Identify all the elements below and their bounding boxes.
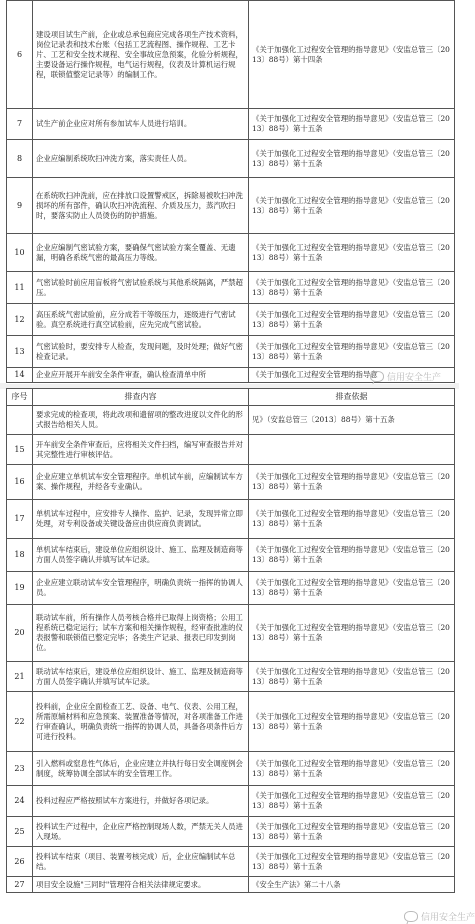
check-content: 企业应开展开车前安全条件审查，确认检查清单中所 xyxy=(33,368,249,383)
check-basis: 《关于加强化工过程安全管理的指导意见》（安监总管三〔2013〕88号）第十五条 xyxy=(249,847,455,877)
check-basis: 《关于加强化工过程安全管理的指导意见》（安监总管三〔2013〕88号）第十四条 xyxy=(249,1,455,109)
row-number: 17 xyxy=(7,500,33,539)
check-basis: 《关于加强化工过程安全管理的指导意见》（安监总管三〔2013〕88号）第十五条 xyxy=(249,500,455,539)
check-basis: 《关于加强化工过程安全管理的指导意见》（安监总管三〔2013〕88号）第十五条 xyxy=(249,178,455,234)
table-row xyxy=(7,877,455,893)
row-number: 10 xyxy=(7,234,33,272)
row-number: 19 xyxy=(7,572,33,605)
row-number: 24 xyxy=(7,786,33,817)
check-basis: 《关于加强化工过程安全管理的指导意 xyxy=(249,368,455,383)
table-row xyxy=(7,605,455,662)
header-no: 序号 xyxy=(7,389,33,406)
table-row xyxy=(7,406,455,435)
check-basis: 《关于加强化工过程安全管理的指导意见》（安监总管三〔2013〕88号）第十五条 xyxy=(249,692,455,752)
check-content: 建设项目试生产前，企业或总承包商应完成各项生产技术资料，岗位记录表和技术台账（包括工艺流程图、操作规程、工艺卡片、工艺和安全技术规程、安全事故应急预案，化验分析规程，主要设备运行操作规程，电气运行规程，仪表及计算机运行规程，联锁值整定记录等）的编制工作。 xyxy=(33,1,249,109)
check-content: 项目安全设施"三同时"管理符合相关法律规定要求。 xyxy=(33,877,249,893)
check-content: 单机试车过程中，应安排专人操作、监护、记录，发现异常立即处理，对专利设备或关键设备应由供应商负责调试。 xyxy=(33,500,249,539)
check-content: 气密试验时，要安排专人检查，发现问题，及时处理；做好气密检查记录。 xyxy=(33,336,249,368)
check-basis: 《关于加强化工过程安全管理的指导意见》（安监总管三〔2013〕88号）第十五条 xyxy=(249,572,455,605)
table-row xyxy=(7,817,455,847)
header-row xyxy=(7,389,455,406)
check-content: 联动试车结束后，建设单位应组织设计、施工、监理及制造商等方面人员签字确认并填写试车记录。 xyxy=(33,662,249,692)
check-content: 投料过程应严格按照试车方案进行，并做好各项记录。 xyxy=(33,786,249,817)
check-basis: 《关于加强化工过程安全管理的指导意见》（安监总管三〔2013〕88号）第十五条 xyxy=(249,752,455,786)
row-number xyxy=(7,406,33,435)
row-number: 11 xyxy=(7,272,33,304)
table-row xyxy=(7,786,455,817)
check-content: 单机试车结束后，建设单位应组织设计、施工、监理及制造商等方面人员签字确认并填写试车记录。 xyxy=(33,539,249,572)
table-row xyxy=(7,752,455,786)
table-page-2 xyxy=(6,388,475,923)
check-basis: 《安全生产法》第二十八条 xyxy=(249,877,455,893)
check-basis: 《关于加强化工过程安全管理的指导意见》（安监总管三〔2013〕88号）第十五条 xyxy=(249,465,455,500)
check-content: 投料试车结束（项目、装置考核完成）后，企业应编制试车总结。 xyxy=(33,847,249,877)
table-row xyxy=(7,572,455,605)
row-number: 7 xyxy=(7,109,33,140)
checklist-table-2 xyxy=(6,388,455,893)
table-row xyxy=(7,662,455,692)
check-content: 在系统吹扫冲洗前，应在排放口设置警戒区，拆除易被吹扫冲洗损坏的所有部件，确认吹扫冲洗流程、介质及压力，蒸汽吹扫时，要落实防止人员烫伤的防护措施。 xyxy=(33,178,249,234)
row-number: 18 xyxy=(7,539,33,572)
check-basis: 见》（安监总管三〔2013〕88号）第十五条 xyxy=(249,406,455,435)
table-row xyxy=(7,272,455,304)
row-number: 12 xyxy=(7,304,33,336)
check-content: 试生产前企业应对所有参加试车人员进行培训。 xyxy=(33,109,249,140)
check-content: 企业应建立单机试车安全管理程序。单机试车前，应编制试车方案、操作规程，并经各专业确认。 xyxy=(33,465,249,500)
check-basis: 《关于加强化工过程安全管理的指导意见》（安监总管三〔2013〕88号）第十五条 xyxy=(249,539,455,572)
check-basis xyxy=(249,435,455,465)
table-row xyxy=(7,847,455,877)
check-content: 引入燃料或窒息性气体后，企业应建立并执行每日安全调度例会制度，统筹协调全部试车的安全管理工作。 xyxy=(33,752,249,786)
table-row xyxy=(7,1,455,109)
row-number: 23 xyxy=(7,752,33,786)
check-content: 投料试生产过程中，企业应严格控制现场人数，严禁无关人员进入现场。 xyxy=(33,817,249,847)
chat-bubble-icon xyxy=(404,911,418,922)
check-basis: 《关于加强化工过程安全管理的指导意见》（安监总管三〔2013〕88号）第十五条 xyxy=(249,272,455,304)
table-row xyxy=(7,539,455,572)
check-content: 开车前安全条件审查后，应将相关文件扫档，编写审查报告并对其完整性进行审核评估。 xyxy=(33,435,249,465)
table-row xyxy=(7,109,455,140)
row-number: 9 xyxy=(7,178,33,234)
check-basis: 《关于加强化工过程安全管理的指导意见》（安监总管三〔2013〕88号）第十五条 xyxy=(249,140,455,178)
check-basis: 《关于加强化工过程安全管理的指导意见》（安监总管三〔2013〕88号）第十五条 xyxy=(249,304,455,336)
check-content: 企业应编制气密试验方案，要确保气密试验方案全覆盖、无遗漏，明确各系统气密的最高压力等级。 xyxy=(33,234,249,272)
table-row xyxy=(7,178,455,234)
table-row xyxy=(7,140,455,178)
check-content: 联动试车前，所有操作人员考核合格并已取得上岗资格；公用工程系统已稳定运行；试车方案和相关操作规程，经审查批准的仪表报警和联锁值已整定完毕；各类生产记录、报表已印发到岗位。 xyxy=(33,605,249,662)
row-number: 15 xyxy=(7,435,33,465)
watermark: 信用安全生产 xyxy=(404,910,475,923)
check-content: 高压系统气密试验前，应分成若干等级压力，逐级进行气密试验。真空系统进行真空试验前，应先完成气密试验。 xyxy=(33,304,249,336)
check-basis: 《关于加强化工过程安全管理的指导意见》（安监总管三〔2013〕88号）第十五条 xyxy=(249,662,455,692)
table-row xyxy=(7,304,455,336)
check-basis: 《关于加强化工过程安全管理的指导意见》（安监总管三〔2013〕88号）第十五条 xyxy=(249,817,455,847)
row-number: 20 xyxy=(7,605,33,662)
row-number: 22 xyxy=(7,692,33,752)
row-number: 6 xyxy=(7,1,33,109)
header-content: 排查内容 xyxy=(33,389,249,406)
table-row xyxy=(7,500,455,539)
table-row xyxy=(7,465,455,500)
check-basis: 《关于加强化工过程安全管理的指导意见》（安监总管三〔2013〕88号）第十五条 xyxy=(249,109,455,140)
check-basis: 《关于加强化工过程安全管理的指导意见》（安监总管三〔2013〕88号）第十五条 xyxy=(249,786,455,817)
check-content: 企业应建立联动试车安全管理程序，明确负责统一指挥的协调人员。 xyxy=(33,572,249,605)
check-content: 投料前，企业应全面检查工艺、设备、电气、仪表、公用工程，所需原辅材料和应急预案、装置准备等情况，对各项准备工作进行审查确认，明确负责统一指挥的协调人员，具备各项条件后方可进行投料。 xyxy=(33,692,249,752)
table-row xyxy=(7,435,455,465)
check-basis: 《关于加强化工过程安全管理的指导意见》（安监总管三〔2013〕88号）第十五条 xyxy=(249,234,455,272)
table-row xyxy=(7,692,455,752)
row-number: 14 xyxy=(7,368,33,383)
table-row xyxy=(7,234,455,272)
row-number: 27 xyxy=(7,877,33,893)
header-basis: 排查依据 xyxy=(249,389,455,406)
row-number: 13 xyxy=(7,336,33,368)
watermark: 信用安全生产 xyxy=(370,370,441,383)
check-content: 企业应编制系统吹扫冲洗方案，落实责任人员。 xyxy=(33,140,249,178)
row-number: 26 xyxy=(7,847,33,877)
check-content: 气密试验时前应用盲板将气密试验系统与其他系统隔离，严禁超压。 xyxy=(33,272,249,304)
table-page-1 xyxy=(6,0,454,384)
check-basis: 《关于加强化工过程安全管理的指导意见》（安监总管三〔2013〕88号）第十五条 xyxy=(249,605,455,662)
chat-bubble-icon xyxy=(370,371,384,382)
row-number: 8 xyxy=(7,140,33,178)
table-row xyxy=(7,336,455,368)
row-number: 21 xyxy=(7,662,33,692)
check-basis: 《关于加强化工过程安全管理的指导意见》（安监总管三〔2013〕88号）第十五条 xyxy=(249,336,455,368)
check-content: 要求完成的检查项，将此改项和遗留项的整改进度以文件化的形式报告给相关人员。 xyxy=(33,406,249,435)
checklist-table-1 xyxy=(6,0,455,383)
row-number: 16 xyxy=(7,465,33,500)
row-number: 25 xyxy=(7,817,33,847)
